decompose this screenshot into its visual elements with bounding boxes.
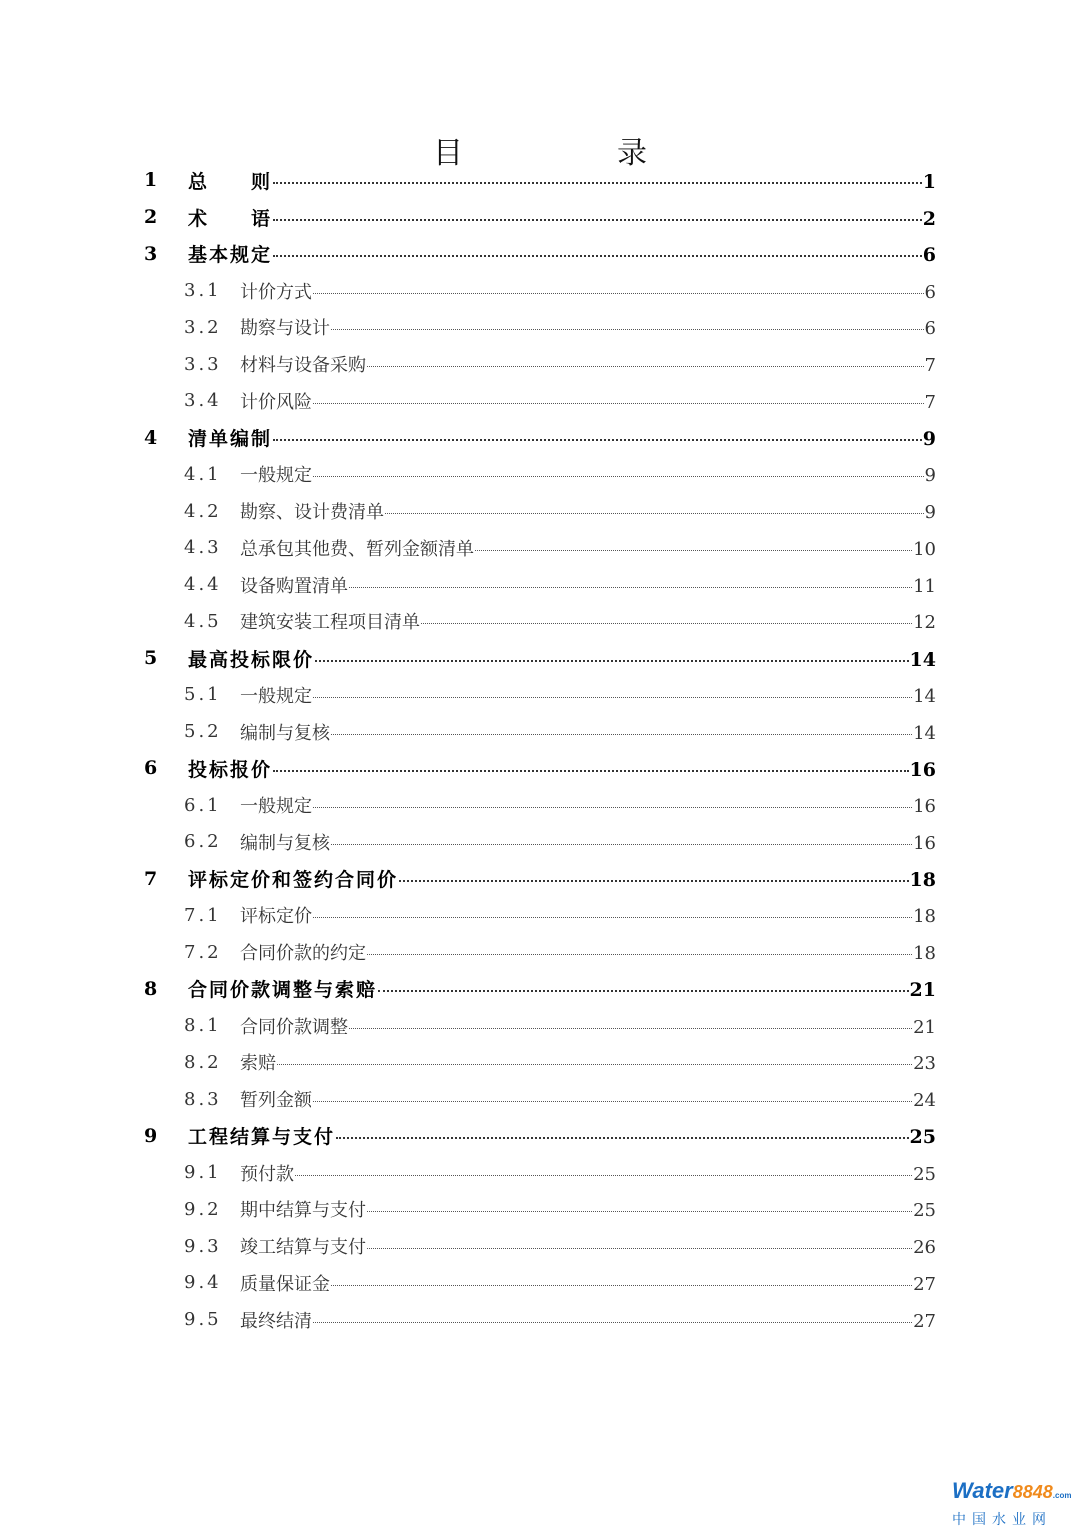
toc-page-number: 18 [913,906,936,928]
toc-entry-title: 一般规定 [240,465,312,487]
toc-page-number: 25 [913,1200,936,1222]
dot-leader [313,917,912,918]
toc-entry-title: 一般规定 [240,796,312,818]
logo-brand-number: 8848 [1012,1482,1053,1502]
toc-section-row[interactable] [140,1228,936,1265]
toc-entry-title: 评标定价和签约合同价 [188,869,399,892]
toc-chapter-row[interactable] [140,1118,936,1155]
toc-section-row[interactable] [140,383,936,420]
toc-entry-number: 5.1 [184,684,222,706]
toc-entry-number: 9 [144,1124,158,1147]
toc-section-row[interactable] [140,346,936,383]
toc-entry-title: 投标报价 [188,758,273,781]
toc-section-row[interactable] [140,456,936,493]
toc-page-number: 9 [924,465,936,487]
toc-chapter-row[interactable] [140,640,936,677]
toc-section-row[interactable] [140,309,936,346]
dot-leader [313,476,924,477]
toc-chapter-row[interactable] [140,860,936,897]
toc-entry-title: 暂列金额 [240,1090,312,1112]
dot-leader [336,1137,909,1139]
toc-page-number: 7 [924,391,936,413]
dot-leader [367,1248,912,1249]
toc-entry-title: 合同价款调整 [240,1016,348,1038]
toc-page-number: 27 [913,1310,936,1332]
toc-entry-number: 4.4 [184,574,222,596]
toc-entry-title: 总承包其他费、暂列金额清单 [240,538,474,560]
toc-entry-number: 9.2 [184,1198,222,1220]
toc-page-number: 1 [922,170,936,193]
toc-entry-title: 最高投标限价 [188,648,315,671]
dot-leader [313,807,912,808]
toc-entry-number: 6 [144,757,158,780]
toc-entry-title: 清单编制 [188,428,273,451]
toc-section-row[interactable] [140,934,936,971]
toc-page-number: 21 [909,979,936,1002]
toc-entry-title: 评标定价 [240,906,312,928]
toc-section-row[interactable] [140,530,936,567]
toc-page-number: 9 [924,502,936,524]
toc-entry-title: 计价风险 [240,391,312,413]
dot-leader [313,1322,912,1323]
toc-entry-number: 2 [144,206,158,229]
toc-page-number: 25 [913,1163,936,1185]
dot-leader [277,1064,912,1065]
dot-leader [367,954,912,955]
toc-entry-number: 4 [144,426,158,449]
toc-entry-number: 3.2 [184,316,222,338]
toc-page-number: 25 [909,1126,936,1149]
dot-leader [273,255,922,257]
toc-entry-title: 一般规定 [240,685,312,707]
toc-entry-title: 合同价款调整与索赔 [188,979,378,1002]
toc-entry-title: 设备购置清单 [240,575,348,597]
toc-title: 目 录 [433,136,709,171]
toc-section-row[interactable] [140,1301,936,1338]
toc-entry-title: 期中结算与支付 [240,1200,366,1222]
toc-section-row[interactable] [140,493,936,530]
dot-leader [331,329,924,330]
toc-entry-title: 索赔 [240,1053,276,1075]
toc-page-number: 14 [913,722,936,744]
dot-leader [295,1175,912,1176]
dot-leader [385,513,924,514]
dot-leader [273,439,922,441]
toc-entry-title: 编制与复核 [240,722,330,744]
toc-section-row[interactable] [140,824,936,861]
dot-leader [349,1028,912,1029]
toc-entry-number: 3.3 [184,353,222,375]
toc-section-row[interactable] [140,787,936,824]
toc-entry-number: 8.2 [184,1051,222,1073]
toc-page-number: 2 [922,207,936,230]
toc-page-number: 14 [909,648,936,671]
toc-entry-number: 5.2 [184,721,222,743]
toc-page-number: 14 [913,685,936,707]
toc-page-number: 6 [924,318,936,340]
toc-entry-number: 9.5 [184,1309,222,1331]
toc-section-row[interactable] [140,1044,936,1081]
toc-entry-number: 9.3 [184,1235,222,1257]
toc-entry-number: 4.2 [184,500,222,522]
toc-section-row[interactable] [140,897,936,934]
dot-leader [313,697,912,698]
toc-section-row[interactable] [140,1007,936,1044]
dot-leader [331,844,912,845]
toc-entry-title: 编制与复核 [240,832,330,854]
toc-entry-number: 3 [144,242,158,265]
dot-leader [313,293,924,294]
toc-entry-number: 4.1 [184,463,222,485]
watermark-logo [952,1478,1072,1528]
toc-entry-number: 6.1 [184,794,222,816]
toc-entry-title: 质量保证金 [240,1273,330,1295]
toc-entry-number: 3.4 [184,390,222,412]
toc-entry-number: 4.5 [184,610,222,632]
toc-entry-title: 最终结清 [240,1310,312,1332]
toc-page-number: 7 [924,355,936,377]
toc-entry-title: 建筑安装工程项目清单 [240,612,420,634]
toc-chapter-row[interactable] [140,236,936,273]
toc-section-row[interactable] [140,713,936,750]
toc-section-row[interactable] [140,1265,936,1302]
toc-entry-number: 7.2 [184,941,222,963]
toc-page-number: 6 [924,281,936,303]
toc-page-number: 18 [913,943,936,965]
dot-leader [475,550,912,551]
toc-chapter-row[interactable] [140,199,936,236]
toc-section-row[interactable] [140,1081,936,1118]
toc-entry-title: 竣工结算与支付 [240,1237,366,1259]
toc-entry-title: 材料与设备采购 [240,355,366,377]
toc-chapter-row[interactable] [140,162,936,199]
toc-section-row[interactable] [140,677,936,714]
toc-chapter-row[interactable] [140,419,936,456]
toc-entry-title: 合同价款的约定 [240,943,366,965]
toc-page-number: 11 [913,575,936,597]
toc-page-number: 26 [913,1237,936,1259]
dot-leader [313,1101,912,1102]
dot-leader [331,1285,912,1286]
toc-page-number: 16 [909,758,936,781]
logo-brand-suffix: .com [1052,1491,1072,1500]
toc-entry-number: 9.1 [184,1162,222,1184]
toc-entry-number: 8.1 [184,1015,222,1037]
dot-leader [378,990,909,992]
toc-page-number: 24 [913,1090,936,1112]
dot-leader [313,403,924,404]
toc-entry-title: 工程结算与支付 [188,1126,336,1149]
logo-brand-word: Water [952,1478,1013,1503]
toc-entry-number: 7.1 [184,904,222,926]
toc-section-row[interactable] [140,566,936,603]
toc-entry-number: 5 [144,647,158,670]
toc-section-row[interactable] [140,1154,936,1191]
toc-entry-number: 1 [144,169,158,192]
toc-section-row[interactable] [140,272,936,309]
dot-leader [367,1211,912,1212]
dot-leader [273,770,909,772]
toc-entry-number: 8 [144,977,158,1000]
dot-leader [331,734,912,735]
toc-section-row[interactable] [140,603,936,640]
dot-leader [273,182,922,184]
toc-entry-number: 8.3 [184,1088,222,1110]
toc-entry-number: 9.4 [184,1272,222,1294]
toc-page-number: 21 [913,1016,936,1038]
logo-brand-cn: 中国水业网 [952,1512,1052,1528]
toc-page-number: 27 [913,1273,936,1295]
dot-leader [349,587,912,588]
toc-entry-number: 6.2 [184,831,222,853]
toc-page-number: 23 [913,1053,936,1075]
toc-page-number: 18 [909,869,936,892]
toc-page-number: 9 [922,428,936,451]
dot-leader [367,366,924,367]
toc-page-number: 16 [913,796,936,818]
dot-leader [273,219,922,221]
toc-page-number: 16 [913,832,936,854]
toc-entry-title: 术 语 [188,207,273,230]
toc-chapter-row[interactable] [140,971,936,1008]
dot-leader [421,623,912,624]
toc-entry-title: 计价方式 [240,281,312,303]
toc-entry-title: 勘察、设计费清单 [240,502,384,524]
toc-entry-title: 勘察与设计 [240,318,330,340]
toc-entry-number: 7 [144,867,158,890]
dot-leader [315,660,909,662]
toc-entry-number: 3.1 [184,280,222,302]
toc-entry-title: 总 则 [188,170,273,193]
toc-entry-number: 4.3 [184,537,222,559]
table-of-contents [140,162,936,1338]
toc-page-number: 12 [913,612,936,634]
toc-page-number: 6 [922,244,936,267]
toc-page-number: 10 [913,538,936,560]
toc-entry-title: 预付款 [240,1163,294,1185]
toc-chapter-row[interactable] [140,750,936,787]
dot-leader [399,880,909,882]
toc-section-row[interactable] [140,1191,936,1228]
toc-entry-title: 基本规定 [188,244,273,267]
